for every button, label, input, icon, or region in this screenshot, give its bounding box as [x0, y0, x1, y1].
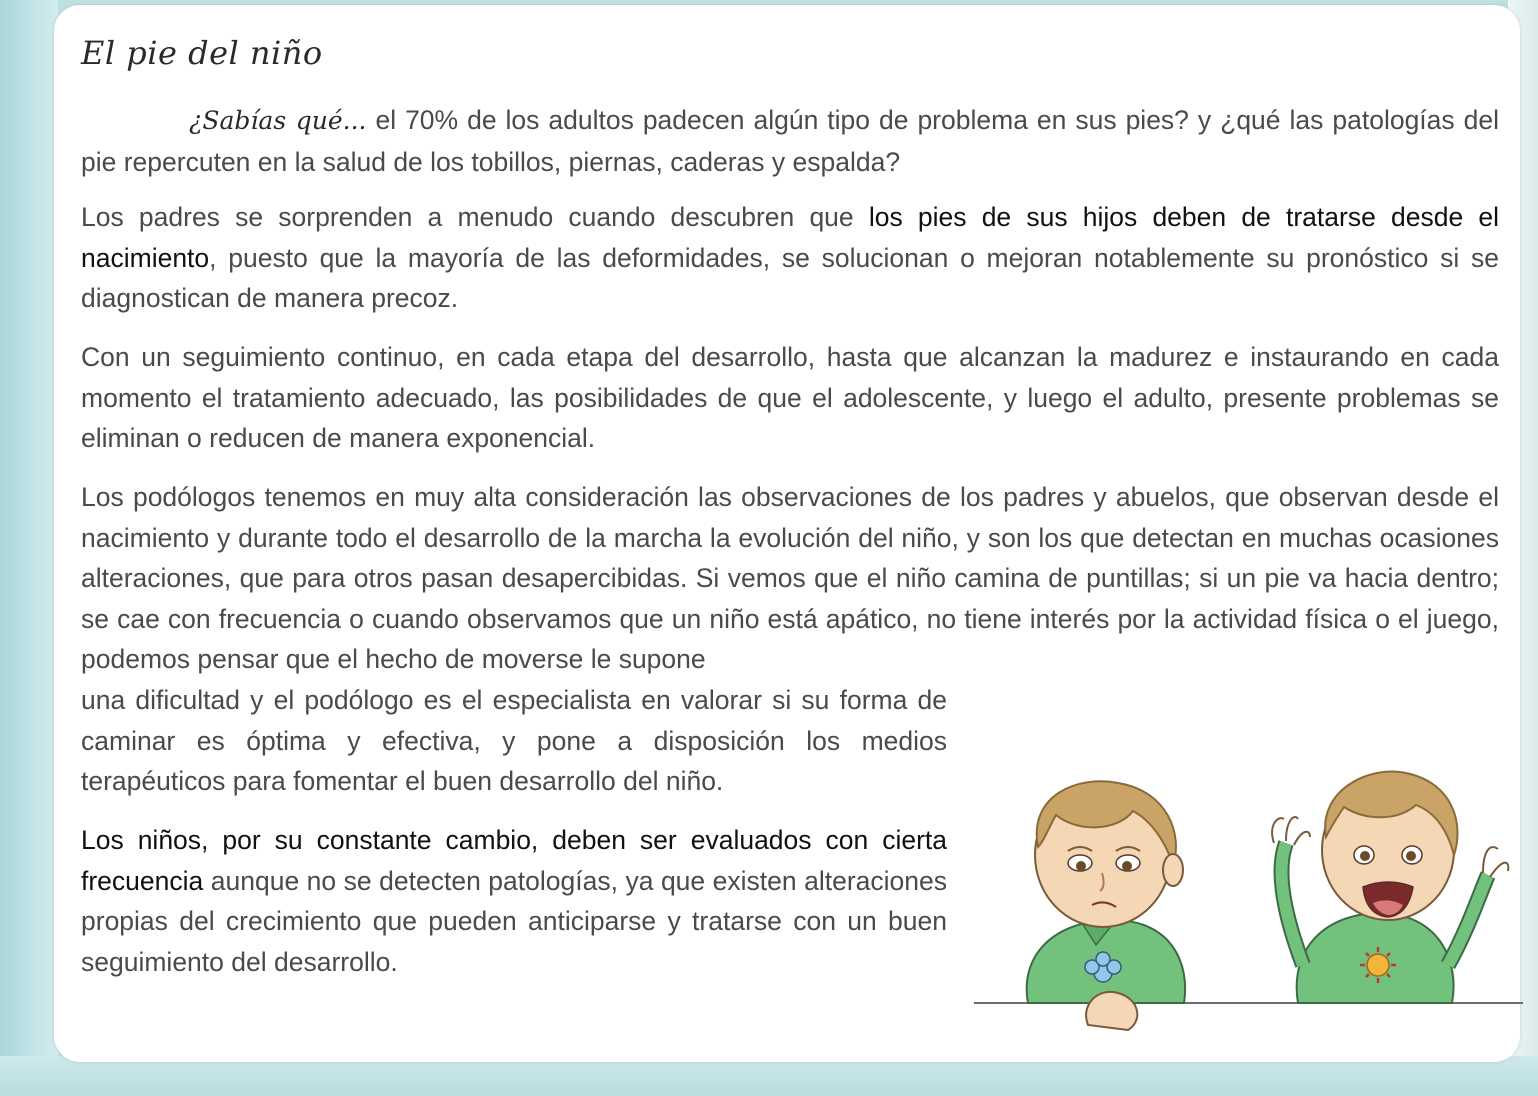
- paragraph-podiatrists-cont: una dificultad y el podólogo es el especialista en valorar si su forma de caminar es óptima y efectiva, y pone a disposición los medios terapéuticos para fomentar el buen desarrollo del niño.: [81, 685, 947, 796]
- children-illustration: [968, 755, 1528, 1065]
- intro-lead: ¿Sabías qué...: [189, 106, 367, 135]
- paragraph-followup: Con un seguimiento continuo, en cada etapa del desarrollo, hasta que alcanzan la madurez e instaurando en cada momento el tratamiento adecuado, las posibilidades de que el adolescente, y luego el adulto, presente problemas se eliminan o reducen de manera exponencial.: [81, 342, 1499, 453]
- page-title: El pie del niño: [81, 34, 323, 72]
- parents-text-post: , puesto que la mayoría de las deformidades, se solucionan o mejoran notablemente su pronóstico si se diagnostican de manera precoz.: [81, 242, 1499, 313]
- children-text-bold: Los niños, por su constante cambio, deben ser evaluados con cierta frecuencia: [81, 825, 947, 896]
- scan-edge-left: [0, 0, 58, 1096]
- parents-text-bold: los pies de sus hijos deben de tratarse desde el nacimiento: [81, 202, 1499, 273]
- happy-child: [1272, 772, 1508, 1003]
- intro-text: el 70% de los adultos padecen algún tipo de problema en sus pies? y ¿qué las patologías del pie repercuten en la salud de los tobillos, piernas, caderas y espalda?: [81, 105, 1499, 177]
- sad-child: [1027, 781, 1185, 1030]
- paragraph-intro: [81, 100, 1499, 182]
- children-text-post: aunque no se detecten patologías, ya que existen alteraciones propias del crecimiento que pueden anticiparse y tratarse con un buen seguimiento del desarrollo.: [81, 865, 947, 977]
- paragraph-podiatrists: Los podólogos tenemos en muy alta consideración las observaciones de los padres y abuelos, que observan desde el nacimiento y durante todo el desarrollo de la marcha la evolución del niño, y son los que detectan en muchas ocasiones alteraciones, que para otros pasan desapercibidas. Si vemos que el niño camina de puntillas; si un pie va hacia dentro; se cae con frecuencia o cuando observamos que un niño está apático, no tiene interés por la actividad física o el juego, podemos pensar que el hecho de moverse le supone: [81, 482, 1499, 674]
- paragraph-children: [81, 820, 947, 982]
- parents-text-pre: Los padres se sorprenden a menudo cuando descubren que: [81, 202, 869, 232]
- paragraph-parents: [81, 197, 1499, 319]
